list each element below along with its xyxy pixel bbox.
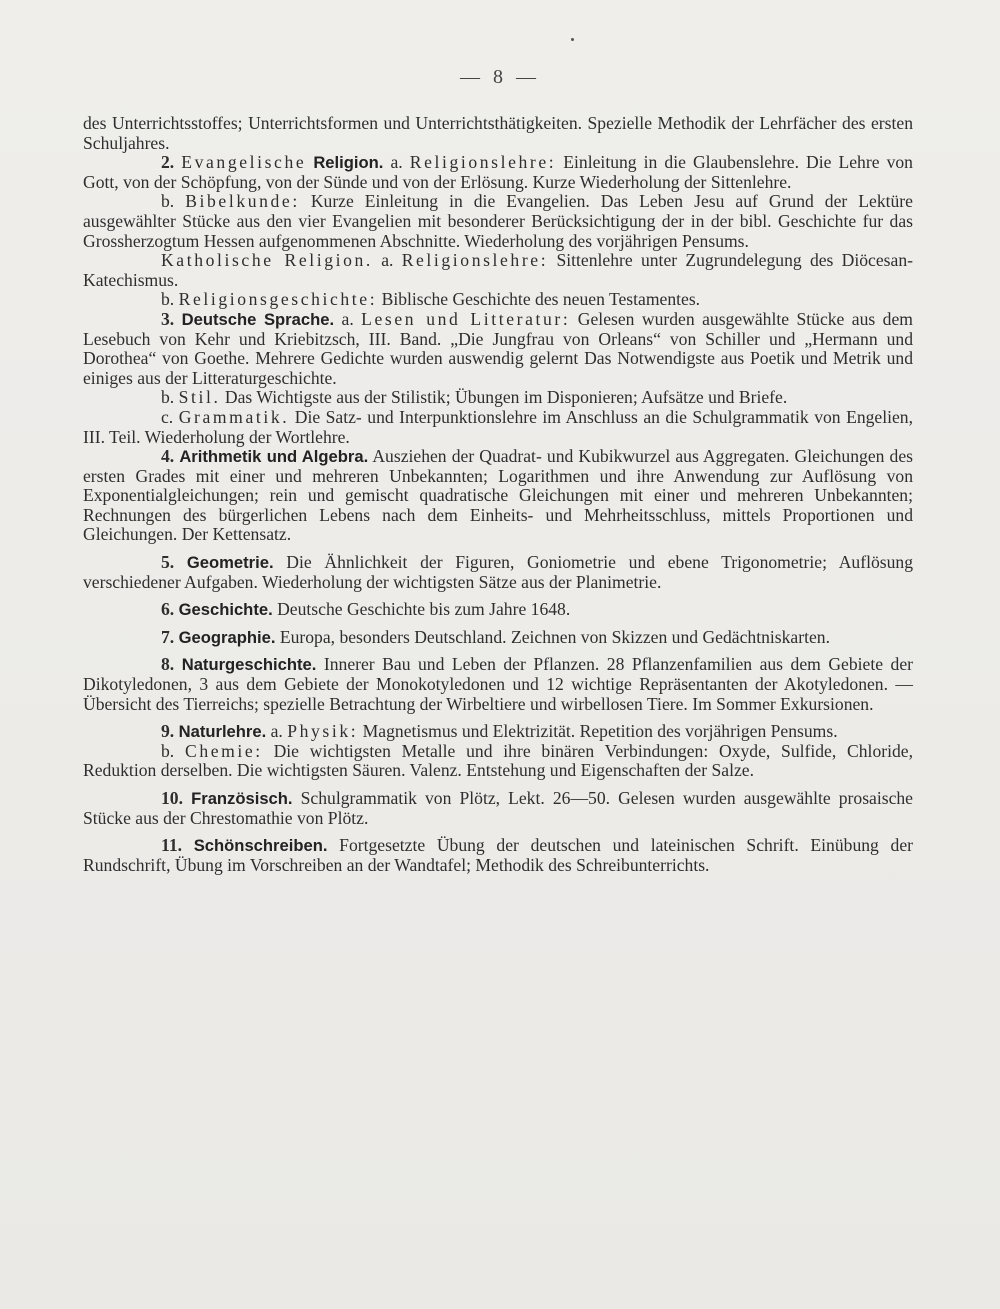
paragraph-text: Fortgesetzte Übung der deutschen und lateinischen Schrift. Einübung der Rundschrift, Übung im Vorschreiben an der Wandtafel; Methodik des Schreibunterrichts.: [83, 835, 913, 875]
paragraph-chemie: [83, 742, 913, 781]
paragraph-text: des Unterrichtsstoffes; Unterrichtsformen und Unterrichtsthätigkeiten. Spezielle Methodik der Lehrfächer des ersten Schuljahres.: [83, 113, 913, 153]
subsection-label: Grammatik.: [178, 406, 290, 427]
paragraph-grammatik: [83, 408, 913, 447]
paragraph-bibelkunde: [83, 192, 913, 251]
paragraph-text: Kurze Einleitung in die Evangelien. Das Leben Jesu auf Grund der Lektüre ausgewählter Stücke aus den vier Evangelien mit besonderer Berücksichtigung der in der bibl. Geschichte fur das Grossherzogtum Hessen aufgenommenen Abschnitte. Wiederholung des vorjährigen Pensums.: [83, 191, 913, 251]
subsection-marker: a.: [390, 152, 403, 173]
print-speck: [571, 38, 574, 41]
section-number: 10.: [161, 788, 183, 808]
section-number: 8.: [161, 654, 175, 675]
section-number: 4.: [161, 446, 175, 467]
section-heading: Geometrie.: [186, 553, 274, 573]
section-number: 11.: [161, 835, 183, 856]
paragraph-text: Gelesen wurden ausgewählte Stücke aus dem Lesebuch von Kehr und Kriebitzsch, III. Band. „Die Jungfrau von Orleans“ von Schiller und „Hermann und Dorothea“ von Goethe. Mehrere Gedichte wurden auswendig gelernt Das Notwendigste aus Poetik und Metrik und einiges aus der Litteraturgeschichte.: [83, 308, 913, 388]
paragraph-text: Einleitung in die Glaubenslehre. Die Lehre von Gott, von der Schöpfung, von der Sünde und von der Erlösung. Kurze Wiederholung der Sittenlehre.: [83, 152, 913, 192]
section-heading: Naturgeschichte.: [181, 655, 317, 675]
subsection-label: Stil.: [178, 387, 221, 408]
paragraph-text: Schulgrammatik von Plötz, Lekt. 26—50. Gelesen wurden ausgewählte prosaische Stücke aus der Chrestomathie von Plötz.: [83, 788, 913, 828]
subsection-label: Religionslehre:: [401, 250, 549, 271]
paragraph-arithmetik: [83, 447, 913, 545]
paragraph-katholische-religion: [83, 251, 913, 290]
paragraph-deutsche-sprache: [83, 310, 913, 388]
paragraph-intro: [83, 114, 913, 153]
section-number: 2.: [161, 152, 175, 173]
paragraph-text: Sittenlehre unter Zugrundelegung des Diöcesan-Katechismus.: [83, 250, 913, 290]
paragraph-text: Das Wichtigste aus der Stilistik; Übungen im Disponieren; Aufsätze und Briefe.: [224, 387, 788, 408]
subsection-label: Chemie:: [184, 740, 263, 761]
paragraph-text: Innerer Bau und Leben der Pflanzen. 28 Pflanzenfamilien aus dem Gebiete der Dikotyledonen, 3 aus dem Gebiete der Monokotyledonen und 12 wichtige Repräsentanten der Akotyledonen. — Übersicht des Tierreichs; spezielle Betrachtung der Wirbeltiere und wirbellosen Tiere. Im Sommer Exkursionen.: [83, 654, 913, 714]
paragraph-geographie: [83, 628, 913, 648]
paragraph-text: Magnetismus und Elektrizität. Repetition des vorjährigen Pensums.: [362, 721, 838, 742]
section-heading: Geographie.: [178, 627, 276, 647]
paragraph-text: Die Ähnlichkeit der Figuren, Goniometrie und ebene Trigonometrie; Auflösung verschiedener Aufgaben. Wiederholung der wichtigsten Sätze aus der Planimetrie.: [83, 552, 913, 592]
section-heading: Geschichte.: [178, 600, 273, 620]
paragraph-stil: [83, 388, 913, 408]
paragraph-naturlehre: [83, 722, 913, 742]
subsection-label: Physik:: [287, 721, 359, 742]
section-number: 3.: [161, 308, 175, 329]
section-label: Katholische Religion.: [161, 250, 373, 271]
paragraph-franzoesisch: [83, 789, 913, 828]
subsection-label: Bibelkunde:: [185, 191, 300, 212]
paragraph-evangelische-religion: [83, 153, 913, 192]
subsection-label: Lesen und Litteratur:: [361, 308, 571, 329]
section-heading: Arithmetik und Algebra.: [179, 447, 369, 467]
page-body: [83, 114, 913, 875]
paragraph-text: Deutsche Geschichte bis zum Jahre 1648.: [277, 599, 571, 620]
paragraph-geometrie: [83, 553, 913, 592]
page-number: — 8 —: [460, 66, 540, 88]
section-heading: Religion.: [313, 153, 384, 173]
section-heading: Deutsche Sprache.: [181, 309, 335, 329]
subsection-label: Religionslehre:: [409, 152, 557, 173]
section-number: 5.: [161, 552, 175, 573]
subsection-marker: b.: [161, 740, 175, 761]
subsection-marker: b.: [161, 191, 175, 212]
subsection-marker: c.: [161, 406, 174, 427]
paragraph-text: Biblische Geschichte des neuen Testamentes.: [381, 289, 701, 310]
paragraph-text: Ausziehen der Quadrat- und Kubikwurzel aus Aggregaten. Gleichungen des ersten Grades mit einer und mehreren Unbekannten; Logarithmen und ihre Anwendung zur Auflösung von Exponentialgleichungen; rein und gemischt quadratische Gleichungen mit einer und mehreren Unbekannten; Rechnungen des bürgerlichen Lebens nach dem Einheits- und Mehrheitsschluss, mittels Proportionen und Gleichungen. Der Kettensatz.: [83, 446, 913, 545]
subsection-marker: b.: [161, 289, 175, 310]
paragraph-schoenschreiben: [83, 836, 913, 875]
section-label: Evangelische: [181, 152, 307, 173]
section-number: 7.: [161, 626, 175, 647]
paragraph-text: Die wichtigsten Metalle und ihre binären Verbindungen: Oxyde, Sulfide, Chloride, Reduktion derselben. Die wichtigsten Säuren. Valenz. Entstehung und Eigenschaften der Salze.: [83, 740, 913, 781]
subsection-marker: a.: [270, 721, 283, 742]
subsection-marker: a.: [341, 308, 354, 329]
section-number: 9.: [161, 721, 175, 742]
section-heading: Schönschreiben.: [193, 836, 328, 856]
paragraph-naturgeschichte: [83, 655, 913, 714]
subsection-marker: a.: [381, 250, 394, 271]
section-heading: Naturlehre.: [178, 722, 267, 742]
section-heading: Französisch.: [191, 789, 293, 808]
subsection-marker: b.: [161, 387, 175, 408]
paragraph-text: Die Satz- und Interpunktionslehre im Anschluss an die Schulgrammatik von Engelien, III. Teil. Wiederholung der Wortlehre.: [83, 406, 914, 447]
paragraph-geschichte: [83, 600, 913, 620]
paragraph-text: Europa, besonders Deutschland. Zeichnen von Skizzen und Gedächtniskarten.: [279, 626, 830, 647]
section-number: 6.: [161, 599, 175, 620]
subsection-label: Religionsgeschichte:: [178, 289, 378, 310]
paragraph-religionsgeschichte: [83, 290, 913, 310]
